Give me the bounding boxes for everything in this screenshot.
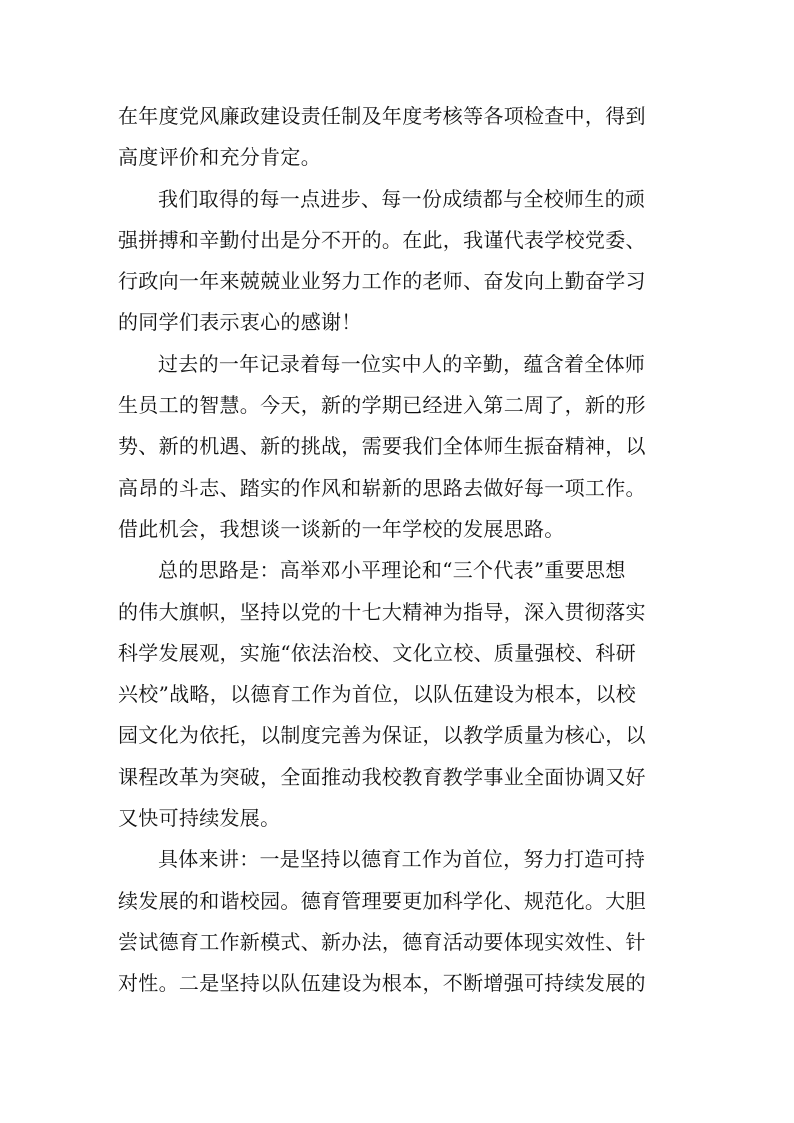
paragraph-start-line: 我们取得的每一点进步、每一份成绩都与全校师生的顽 — [158, 186, 646, 211]
text-line: 高昂的斗志、踏实的作风和崭新的思路去做好每一项工作。 — [118, 475, 646, 500]
text-line: 行政向一年来兢兢业业努力工作的老师、奋发向上勤奋学习 — [118, 269, 646, 294]
text-line: 园文化为依托，以制度完善为保证，以教学质量为核心，以 — [118, 723, 646, 748]
text-line: 续发展的和谐校园。德育管理要更加科学化、规范化。大胆 — [118, 888, 646, 913]
text-line: 生员工的智慧。今天，新的学期已经进入第二周了，新的形 — [118, 393, 646, 418]
text-line: 的伟大旗帜，坚持以党的十七大精神为指导，深入贯彻落实 — [118, 599, 646, 624]
text-line: 又快可持续发展。 — [118, 806, 281, 831]
text-line: 在年度党风廉政建设责任制及年度考核等各项检查中，得到 — [118, 104, 646, 128]
text-line: 的同学们表示衷心的感谢！ — [118, 310, 362, 335]
text-line: 对性。二是坚持以队伍建设为根本，不断增强可持续发展的 — [118, 971, 646, 996]
text-line: 科学发展观，实施“依法治校、文化立校、质量强校、科研 — [118, 640, 637, 665]
text-line: 尝试德育工作新模式、新办法，德育活动要体现实效性、针 — [118, 929, 646, 954]
paragraph-start-line: 总的思路是：高举邓小平理论和“三个代表”重要思想 — [158, 558, 626, 583]
paragraph-start-line: 过去的一年记录着每一位实中人的辛勤，蕴含着全体师 — [158, 351, 646, 376]
body-text — [118, 96, 688, 1005]
text-line: 借此机会，我想谈一谈新的一年学校的发展思路。 — [118, 516, 565, 541]
paragraph-start-line: 具体来讲：一是坚持以德育工作为首位，努力打造可持 — [158, 847, 646, 872]
text-line: 课程改革为突破，全面推动我校教育教学事业全面协调又好 — [118, 764, 646, 789]
text-line: 势、新的机遇、新的挑战，需要我们全体师生振奋精神，以 — [118, 434, 646, 459]
text-line: 兴校”战略，以德育工作为首位，以队伍建设为根本，以校 — [118, 682, 637, 707]
text-line: 强拼搏和辛勤付出是分不开的。在此，我谨代表学校党委、 — [118, 227, 646, 252]
text-line: 高度评价和充分肯定。 — [118, 145, 321, 170]
